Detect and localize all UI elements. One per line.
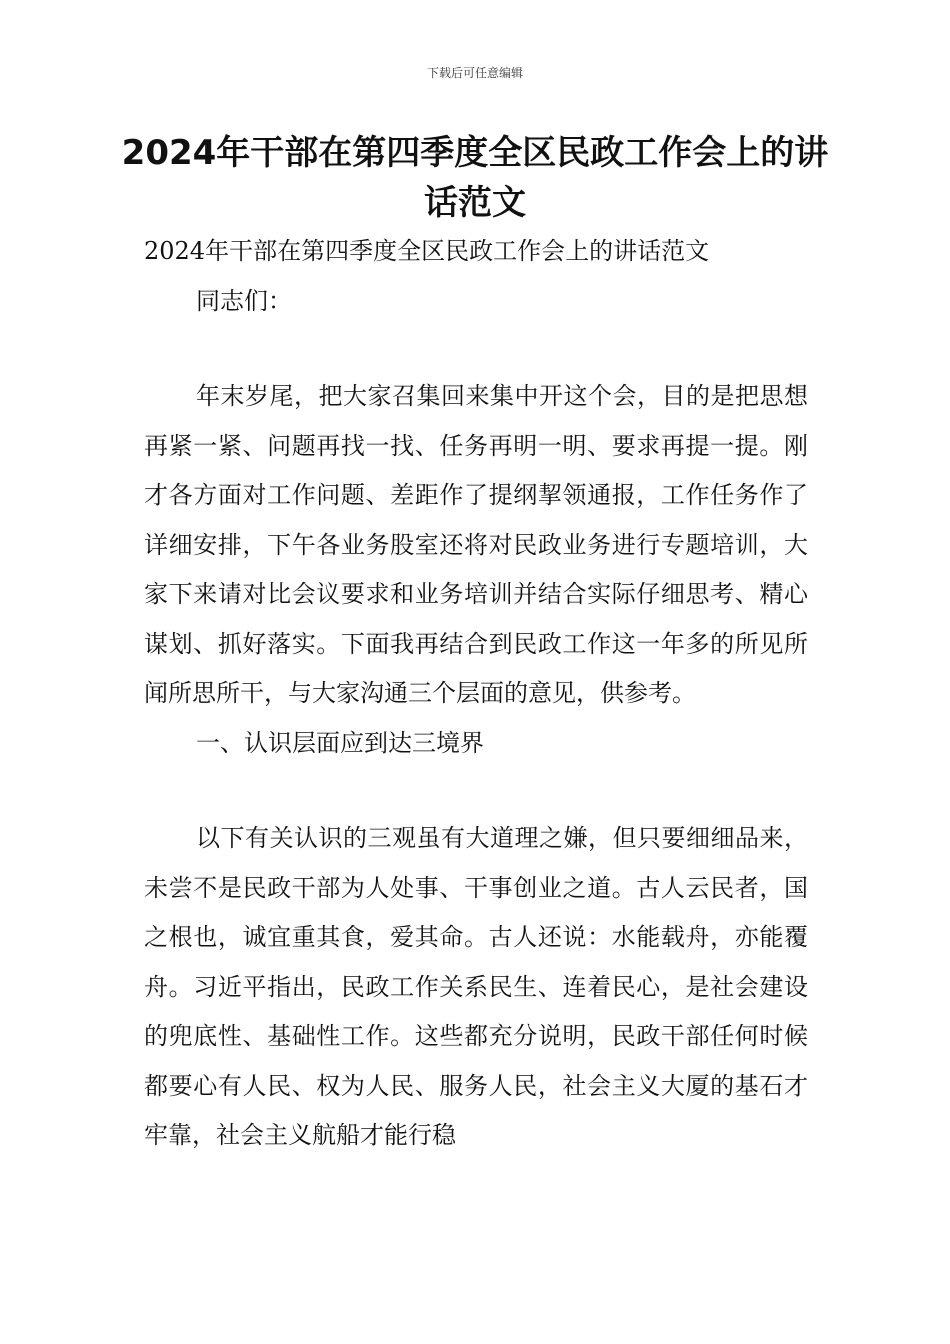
paragraph-spacer [144,768,808,814]
paragraph-spacer [144,326,808,372]
section-heading: 一、认识层面应到达三境界 [196,728,484,757]
page-header: 下载后可任意编辑 [426,66,523,80]
paragraph-intro: 年末岁尾，把大家召集回来集中开这个会，目的是把思想再紧一紧、问题再找一找、任务再明一明、要求再提一提。刚才各方面对工作问题、差距作了提纲挈领通报，工作任务作了详细安排，下午各业务股室还将对民政业务进行专题培训，大家下来请对比会议要求和业务培训并结合实际仔细思考、精心谋划、抓好落实。下面我再结合到民政工作这一年多的所见所闻所思所干，与大家沟通三个层面的意见，供参考。 [144,382,808,707]
document-body [144,227,808,1161]
document-subtitle: 2024年干部在第四季度全区民政工作会上的讲话范文 [144,237,710,265]
salutation: 同志们： [196,286,292,315]
document-title: 2024年干部在第四季度全区民政工作会上的讲话范文 [121,133,829,223]
paragraph-body: 以下有关认识的三观虽有大道理之嫌，但只要细细品来，未尝不是民政干部为人处事、干事创业之道。古人云民者，国之根也，诚宜重其食，爱其命。古人还说：水能载舟，亦能覆舟。习近平指出，民政工作关系民生、连着民心，是社会建设的兜底性、基础性工作。这些都充分说明，民政干部任何时候都要心有人民、权为人民、服务人民，社会主义大厦的基石才牢靠，社会主义航船才能行稳 [144,824,808,1149]
